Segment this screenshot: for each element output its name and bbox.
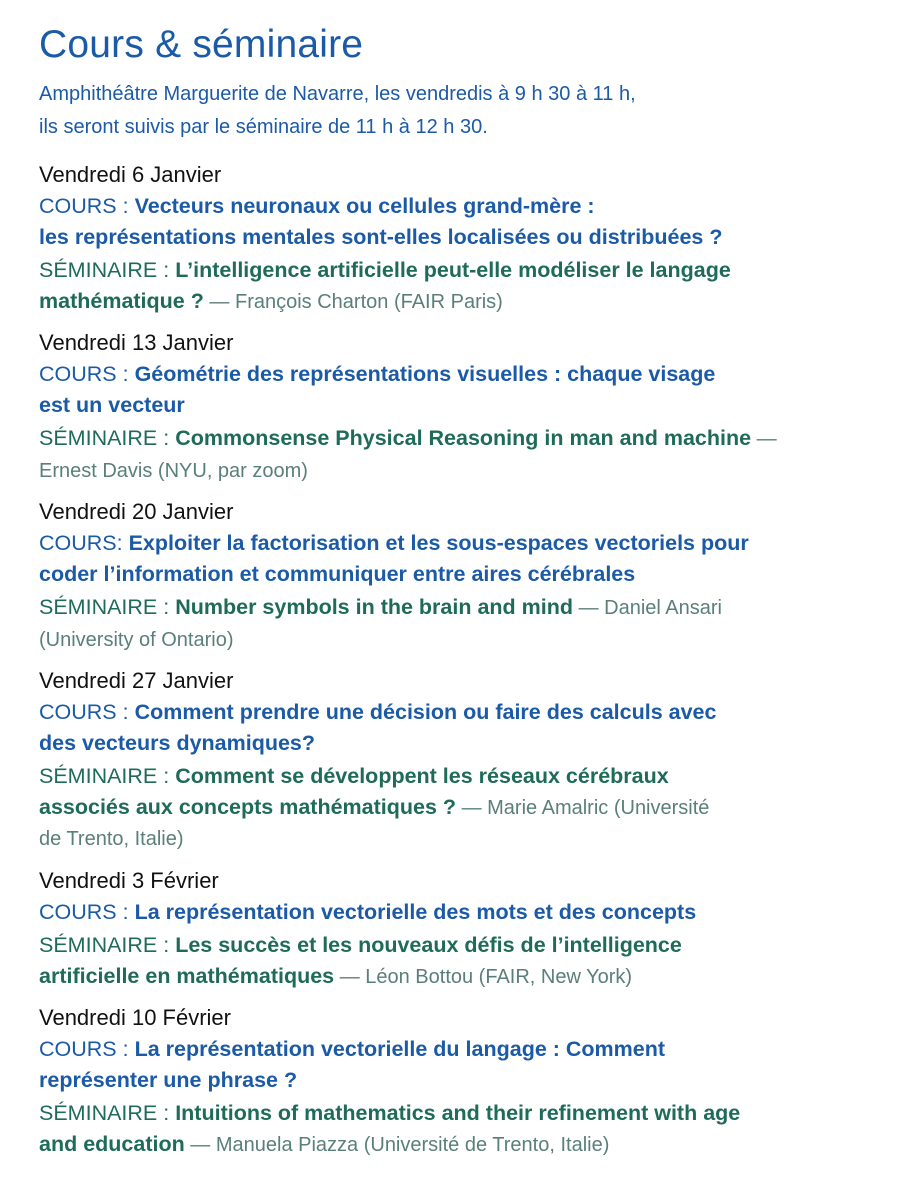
session-block [39, 866, 875, 993]
seminaire-title: associés aux concepts mathématiques ? [39, 794, 457, 819]
seminaire-entry [39, 592, 875, 655]
cours-label: COURS : [39, 194, 135, 218]
subtitle-line: ils seront suivis par le séminaire de 11 h à 12 h 30. [39, 116, 488, 138]
cours-title: des vecteurs dynamiques? [39, 730, 316, 755]
seminaire-entry [39, 255, 875, 317]
cours-label: COURS : [39, 700, 135, 724]
speaker: — Daniel Ansari [573, 597, 722, 619]
cours-entry [39, 1034, 875, 1095]
cours-entry [39, 191, 875, 252]
session-block [39, 1003, 875, 1160]
cours-title: les représentations mentales sont-elles localisées ou distribuées ? [39, 224, 723, 249]
seminaire-label: SÉMINAIRE : [39, 1101, 176, 1125]
speaker: de Trento, Italie) [39, 828, 184, 850]
seminaire-title: artificielle en mathématiques [39, 963, 335, 988]
cours-title: Vecteurs neuronaux ou cellules grand-mère : [134, 194, 595, 218]
cours-title: coder l’information et communiquer entre aires cérébrales [39, 561, 636, 586]
cours-entry [39, 528, 875, 589]
cours-label: COURS : [39, 1037, 135, 1061]
session-date: Vendredi 27 Janvier [39, 668, 234, 693]
seminaire-entry [39, 423, 875, 486]
speaker: — François Charton (FAIR Paris) [203, 290, 503, 313]
speaker: Ernest Davis (NYU, par zoom) [39, 459, 308, 482]
cours-title: représenter une phrase ? [39, 1067, 298, 1092]
seminaire-label: SÉMINAIRE : [39, 933, 176, 957]
seminaire-title: Number symbols in the brain and mind [175, 595, 574, 619]
seminaire-entry [39, 930, 875, 992]
subtitle-line: Amphithéâtre Marguerite de Navarre, les vendredis à 9 h 30 à 11 h, [39, 83, 636, 105]
seminaire-label: SÉMINAIRE : [39, 258, 176, 282]
speaker: (University of Ontario) [39, 628, 234, 651]
cours-title: Comment prendre une décision ou faire des calculs avec [134, 700, 717, 724]
seminaire-title: Commonsense Physical Reasoning in man and machine [175, 426, 752, 450]
cours-label: COURS : [39, 362, 135, 386]
session-block [39, 160, 875, 317]
seminaire-title: Les succès et les nouveaux défis de l’intelligence [175, 933, 682, 957]
cours-title: Géométrie des représentations visuelles : chaque visage [134, 362, 716, 386]
seminaire-label: SÉMINAIRE : [39, 426, 176, 450]
seminaire-entry [39, 761, 875, 855]
session-date: Vendredi 13 Janvier [39, 330, 234, 355]
session-date: Vendredi 20 Janvier [39, 499, 234, 524]
cours-label: COURS: [39, 531, 129, 555]
cours-title: Exploiter la factorisation et les sous-espaces vectoriels pour [128, 531, 749, 555]
session-date: Vendredi 3 Février [39, 867, 219, 893]
subtitle [39, 78, 875, 144]
cours-title: est un vecteur [39, 392, 185, 417]
seminaire-title: and education [39, 1131, 185, 1156]
cours-entry [39, 897, 875, 928]
cours-title: La représentation vectorielle des mots et des concepts [134, 899, 697, 924]
seminaire-title: Intuitions of mathematics and their refinement with age [175, 1101, 741, 1125]
speaker: — Manuela Piazza (Université de Trento, Italie) [184, 1133, 610, 1156]
seminaire-title: Comment se développent les réseaux cérébraux [175, 764, 669, 788]
session-date: Vendredi 6 Janvier [39, 162, 222, 187]
cours-entry [39, 697, 875, 758]
seminaire-label: SÉMINAIRE : [39, 764, 176, 788]
session-block [39, 497, 875, 655]
session-date: Vendredi 10 Février [39, 1005, 231, 1030]
speaker: — [751, 428, 777, 450]
seminaire-title: L’intelligence artificielle peut-elle modéliser le langage [175, 258, 731, 282]
cours-title: La représentation vectorielle du langage : Comment [134, 1037, 666, 1061]
seminaire-entry [39, 1098, 875, 1160]
seminaire-label: SÉMINAIRE : [39, 595, 176, 619]
page-title: Cours & séminaire [39, 23, 364, 66]
session-block [39, 666, 875, 855]
seminaire-title: mathématique ? [39, 288, 204, 313]
session-block [39, 328, 875, 486]
cours-label: COURS : [39, 899, 135, 924]
speaker: — Léon Bottou (FAIR, New York) [334, 965, 633, 988]
cours-entry [39, 359, 875, 420]
speaker: — Marie Amalric (Université [456, 796, 710, 819]
